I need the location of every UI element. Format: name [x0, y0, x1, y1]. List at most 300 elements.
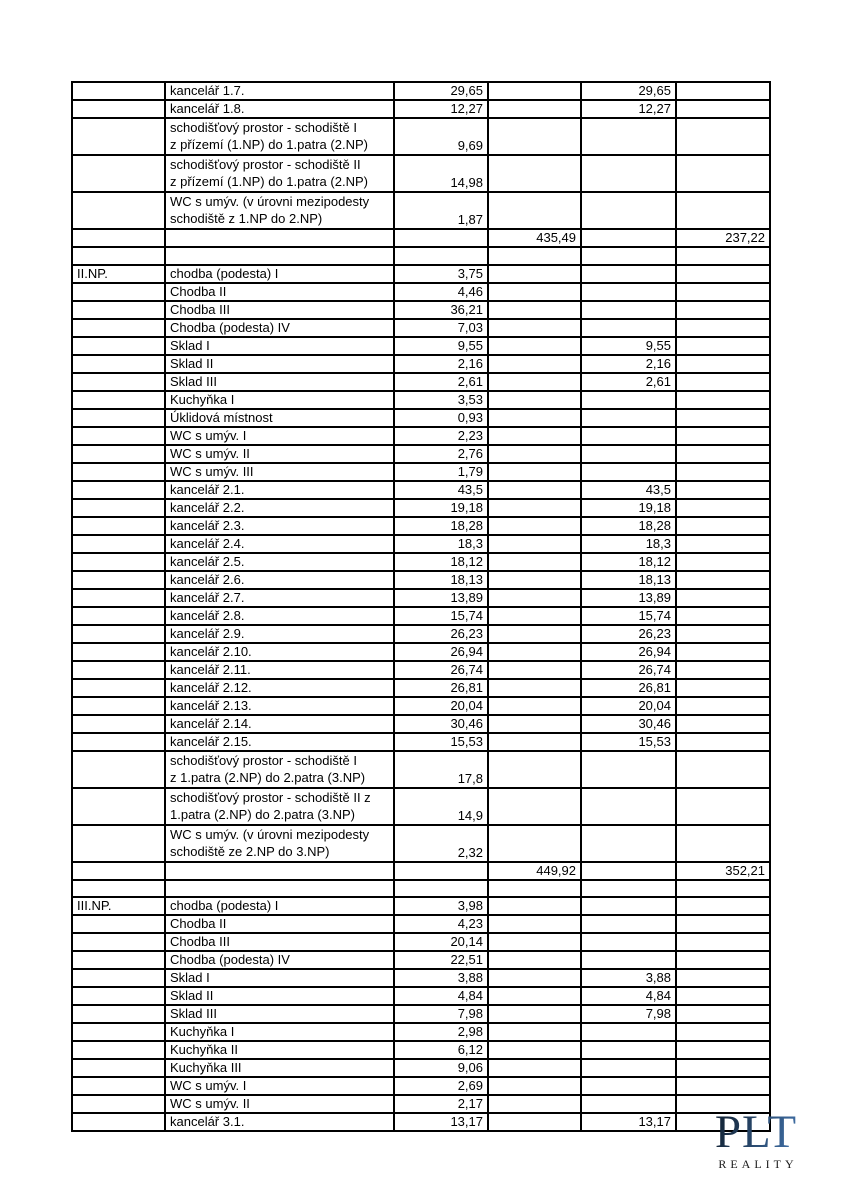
room-cell: Sklad II	[165, 987, 394, 1005]
floor-sum-part-cell	[676, 391, 770, 409]
floor-sum-part-cell	[676, 589, 770, 607]
area-part-cell: 13,17	[581, 1113, 676, 1131]
area-part-cell	[581, 155, 676, 192]
area-cell: 15,53	[394, 733, 488, 751]
area-part-cell	[581, 1077, 676, 1095]
floor-cell	[72, 625, 165, 643]
area-cell: 14,9	[394, 788, 488, 825]
floor-sum-part-cell	[676, 192, 770, 229]
floor-sum-cell	[488, 751, 581, 788]
room-cell	[165, 192, 394, 229]
area-part-cell: 29,65	[581, 82, 676, 100]
table-row	[72, 897, 770, 915]
area-cell: 30,46	[394, 715, 488, 733]
floor-cell	[72, 825, 165, 862]
room-cell	[165, 155, 394, 192]
room-line-1: schodišťový prostor - schodiště II z	[170, 789, 371, 805]
room-cell	[165, 880, 394, 898]
area-part-cell	[581, 951, 676, 969]
area-cell: 26,94	[394, 643, 488, 661]
floor-cell	[72, 118, 165, 155]
table-row	[72, 283, 770, 301]
room-cell: Chodba III	[165, 301, 394, 319]
area-part-cell	[581, 751, 676, 788]
floor-sum-part-cell	[676, 880, 770, 898]
floor-cell: III.NP.	[72, 897, 165, 915]
floor-sum-part-cell	[676, 499, 770, 517]
floor-cell	[72, 301, 165, 319]
room-cell: WC s umýv. I	[165, 427, 394, 445]
floor-cell	[72, 427, 165, 445]
area-cell: 19,18	[394, 499, 488, 517]
floor-cell	[72, 409, 165, 427]
floor-sum-cell	[488, 192, 581, 229]
floor-sum-cell	[488, 661, 581, 679]
table-row	[72, 715, 770, 733]
room-cell: Sklad III	[165, 373, 394, 391]
area-cell: 20,04	[394, 697, 488, 715]
table-row	[72, 697, 770, 715]
floor-sum-cell	[488, 589, 581, 607]
room-cell: kancelář 2.14.	[165, 715, 394, 733]
floor-cell	[72, 355, 165, 373]
floor-sum-cell	[488, 1023, 581, 1041]
room-cell: Sklad II	[165, 355, 394, 373]
area-part-cell	[581, 933, 676, 951]
area-cell: 3,53	[394, 391, 488, 409]
room-line-2: z přízemí (1.NP) do 1.patra (2.NP)	[170, 137, 368, 152]
floor-sum-part-cell	[676, 445, 770, 463]
floor-cell	[72, 481, 165, 499]
room-cell: chodba (podesta) I	[165, 265, 394, 283]
room-line-2: schodiště ze 2.NP do 3.NP)	[170, 843, 330, 859]
floor-sum-part-cell	[676, 625, 770, 643]
table-row	[72, 788, 770, 825]
floor-cell	[72, 319, 165, 337]
area-part-cell: 26,81	[581, 679, 676, 697]
room-line-2: schodiště z 1.NP do 2.NP)	[170, 211, 323, 226]
area-part-cell	[581, 445, 676, 463]
floor-cell	[72, 880, 165, 898]
table-row	[72, 1077, 770, 1095]
floor-sum-part-cell	[676, 1005, 770, 1023]
table-row	[72, 987, 770, 1005]
room-line-2: 1.patra (2.NP) do 2.patra (3.NP)	[170, 806, 355, 822]
area-cell	[394, 862, 488, 880]
floor-sum-part-cell	[676, 607, 770, 625]
floor-total-row	[72, 862, 770, 880]
area-part-cell	[581, 1023, 676, 1041]
floor-cell	[72, 535, 165, 553]
floor-sum-cell	[488, 355, 581, 373]
area-cell: 1,87	[394, 192, 488, 229]
floor-cell	[72, 1005, 165, 1023]
floor-cell	[72, 933, 165, 951]
floor-sum-cell	[488, 1113, 581, 1131]
area-part-cell: 15,53	[581, 733, 676, 751]
room-cell: Chodba III	[165, 933, 394, 951]
floor-cell	[72, 499, 165, 517]
area-part-cell: 26,94	[581, 643, 676, 661]
floor-sum-part-cell	[676, 463, 770, 481]
area-part-cell: 2,61	[581, 373, 676, 391]
area-cell: 18,3	[394, 535, 488, 553]
room-cell	[165, 862, 394, 880]
area-cell: 18,12	[394, 553, 488, 571]
table-row	[72, 355, 770, 373]
room-cell: kancelář 2.12.	[165, 679, 394, 697]
floor-sum-cell	[488, 100, 581, 118]
room-cell: Sklad I	[165, 337, 394, 355]
floor-sum-part-cell	[676, 118, 770, 155]
floor-cell	[72, 733, 165, 751]
area-cell: 2,32	[394, 825, 488, 862]
table-row	[72, 1041, 770, 1059]
room-cell: kancelář 2.2.	[165, 499, 394, 517]
area-cell: 13,89	[394, 589, 488, 607]
area-cell: 12,27	[394, 100, 488, 118]
floor-sum-cell	[488, 880, 581, 898]
floor-sum-part-cell	[676, 1059, 770, 1077]
floor-sum-part-cell	[676, 969, 770, 987]
room-line-2: z 1.patra (2.NP) do 2.patra (3.NP)	[170, 769, 366, 785]
area-cell: 9,06	[394, 1059, 488, 1077]
area-part-cell	[581, 1041, 676, 1059]
floor-sum-part-cell	[676, 427, 770, 445]
floor-sum-cell	[488, 118, 581, 155]
area-cell: 14,98	[394, 155, 488, 192]
table-row	[72, 265, 770, 283]
area-part-cell	[581, 1095, 676, 1113]
table-row	[72, 192, 770, 229]
floor-cell	[72, 987, 165, 1005]
area-part-cell	[581, 283, 676, 301]
floor-cell	[72, 1059, 165, 1077]
table-row	[72, 643, 770, 661]
area-cell: 22,51	[394, 951, 488, 969]
room-cell: Úklidová místnost	[165, 409, 394, 427]
floor-cell	[72, 607, 165, 625]
area-part-cell: 9,55	[581, 337, 676, 355]
table-row	[72, 751, 770, 788]
table-row	[72, 1023, 770, 1041]
floor-sum-part-cell	[676, 1041, 770, 1059]
floor-sum-cell	[488, 481, 581, 499]
table-row	[72, 535, 770, 553]
floor-cell	[72, 788, 165, 825]
room-cell	[165, 247, 394, 265]
area-cell: 3,75	[394, 265, 488, 283]
floor-sum-cell	[488, 553, 581, 571]
table-row	[72, 571, 770, 589]
table-row	[72, 301, 770, 319]
floor-sum-part-cell	[676, 409, 770, 427]
area-cell: 43,5	[394, 481, 488, 499]
logo-reality-text: REALITY	[718, 1157, 798, 1171]
floor-sum-cell	[488, 391, 581, 409]
area-cell: 13,17	[394, 1113, 488, 1131]
area-part-cell	[581, 825, 676, 862]
floor-sum-cell	[488, 788, 581, 825]
floor-sum-cell	[488, 445, 581, 463]
area-cell: 18,13	[394, 571, 488, 589]
floor-sum-cell	[488, 987, 581, 1005]
area-cell: 7,03	[394, 319, 488, 337]
area-part-cell	[581, 915, 676, 933]
table-row	[72, 100, 770, 118]
floor-sum-cell	[488, 571, 581, 589]
area-part-cell	[581, 788, 676, 825]
floor-sum-part-cell	[676, 373, 770, 391]
floor-sum-cell	[488, 517, 581, 535]
area-cell: 2,23	[394, 427, 488, 445]
area-table	[71, 81, 771, 1132]
floor-sum-cell	[488, 1059, 581, 1077]
room-cell: kancelář 3.1.	[165, 1113, 394, 1131]
area-part-cell	[581, 301, 676, 319]
area-cell	[394, 247, 488, 265]
room-cell: Kuchyňka I	[165, 391, 394, 409]
area-cell: 18,28	[394, 517, 488, 535]
area-part-cell: 18,28	[581, 517, 676, 535]
floor-sum-cell	[488, 499, 581, 517]
floor-sum-part-cell	[676, 155, 770, 192]
floor-sum-cell	[488, 679, 581, 697]
area-part-cell: 4,84	[581, 987, 676, 1005]
table-row	[72, 825, 770, 862]
table-row	[72, 427, 770, 445]
area-part-cell	[581, 897, 676, 915]
floor-sum-part-cell	[676, 788, 770, 825]
floor-cell	[72, 679, 165, 697]
floor-cell	[72, 553, 165, 571]
room-cell: Chodba (podesta) IV	[165, 319, 394, 337]
floor-cell	[72, 751, 165, 788]
area-cell: 26,23	[394, 625, 488, 643]
table-row	[72, 409, 770, 427]
area-cell: 2,76	[394, 445, 488, 463]
floor-sum-part-cell	[676, 535, 770, 553]
room-line-1: schodišťový prostor - schodiště I	[170, 120, 357, 135]
room-cell	[165, 229, 394, 247]
room-line-1: schodišťový prostor - schodiště I	[170, 752, 357, 768]
area-part-cell: 19,18	[581, 499, 676, 517]
area-cell: 1,79	[394, 463, 488, 481]
floor-sum-part-cell	[676, 247, 770, 265]
table-row	[72, 679, 770, 697]
floor-sum-part-cell: 237,22	[676, 229, 770, 247]
floor-sum-part-cell	[676, 301, 770, 319]
floor-sum-part-cell	[676, 553, 770, 571]
floor-sum-cell	[488, 155, 581, 192]
area-part-cell	[581, 391, 676, 409]
table-row	[72, 733, 770, 751]
area-part-cell	[581, 229, 676, 247]
floor-cell	[72, 445, 165, 463]
room-line-2: z přízemí (1.NP) do 1.patra (2.NP)	[170, 174, 368, 189]
area-cell: 4,23	[394, 915, 488, 933]
area-part-cell	[581, 247, 676, 265]
table-row	[72, 391, 770, 409]
floor-cell	[72, 373, 165, 391]
room-cell: kancelář 1.7.	[165, 82, 394, 100]
floor-sum-cell	[488, 1095, 581, 1113]
room-cell: Kuchyňka III	[165, 1059, 394, 1077]
room-cell: Sklad III	[165, 1005, 394, 1023]
room-cell	[165, 118, 394, 155]
area-part-cell: 26,74	[581, 661, 676, 679]
floor-total-row	[72, 229, 770, 247]
area-part-cell	[581, 427, 676, 445]
floor-sum-cell	[488, 897, 581, 915]
area-part-cell	[581, 409, 676, 427]
floor-sum-part-cell	[676, 319, 770, 337]
floor-cell	[72, 661, 165, 679]
table-row	[72, 625, 770, 643]
floor-cell	[72, 155, 165, 192]
room-cell	[165, 788, 394, 825]
room-cell: chodba (podesta) I	[165, 897, 394, 915]
area-part-cell: 20,04	[581, 697, 676, 715]
floor-cell	[72, 862, 165, 880]
area-cell	[394, 229, 488, 247]
floor-sum-cell	[488, 607, 581, 625]
room-cell: Chodba II	[165, 915, 394, 933]
floor-sum-cell	[488, 697, 581, 715]
floor-cell	[72, 1041, 165, 1059]
area-cell: 4,84	[394, 987, 488, 1005]
table-row	[72, 499, 770, 517]
area-part-cell	[581, 118, 676, 155]
floor-sum-cell	[488, 463, 581, 481]
room-cell: kancelář 2.15.	[165, 733, 394, 751]
floor-cell	[72, 283, 165, 301]
area-part-cell: 43,5	[581, 481, 676, 499]
area-cell: 9,69	[394, 118, 488, 155]
room-cell: kancelář 2.11.	[165, 661, 394, 679]
area-part-cell: 13,89	[581, 589, 676, 607]
floor-sum-part-cell	[676, 733, 770, 751]
area-cell: 17,8	[394, 751, 488, 788]
floor-sum-part-cell	[676, 337, 770, 355]
table-row	[72, 445, 770, 463]
room-cell: kancelář 2.8.	[165, 607, 394, 625]
floor-sum-cell	[488, 933, 581, 951]
floor-sum-part-cell	[676, 265, 770, 283]
room-cell: Chodba II	[165, 283, 394, 301]
area-cell: 9,55	[394, 337, 488, 355]
floor-sum-part-cell	[676, 82, 770, 100]
floor-sum-cell	[488, 1005, 581, 1023]
floor-cell	[72, 571, 165, 589]
area-cell: 3,88	[394, 969, 488, 987]
floor-sum-part-cell	[676, 283, 770, 301]
table-row	[72, 553, 770, 571]
room-cell	[165, 825, 394, 862]
table-row	[72, 915, 770, 933]
room-cell: Kuchyňka I	[165, 1023, 394, 1041]
room-cell: kancelář 2.13.	[165, 697, 394, 715]
area-part-cell	[581, 1059, 676, 1077]
area-cell: 3,98	[394, 897, 488, 915]
area-cell: 6,12	[394, 1041, 488, 1059]
floor-sum-cell	[488, 535, 581, 553]
table-row	[72, 337, 770, 355]
floor-sum-cell	[488, 951, 581, 969]
floor-sum-part-cell: 352,21	[676, 862, 770, 880]
room-cell: kancelář 2.3.	[165, 517, 394, 535]
logo-plt-text: PLT	[704, 1107, 808, 1157]
floor-sum-part-cell	[676, 951, 770, 969]
floor-sum-part-cell	[676, 915, 770, 933]
room-cell: kancelář 1.8.	[165, 100, 394, 118]
table-row	[72, 933, 770, 951]
floor-sum-cell	[488, 427, 581, 445]
floor-cell	[72, 192, 165, 229]
spacer-row	[72, 247, 770, 265]
floor-sum-cell	[488, 969, 581, 987]
area-cell: 26,81	[394, 679, 488, 697]
table-row	[72, 1005, 770, 1023]
room-cell: WC s umýv. II	[165, 445, 394, 463]
floor-sum-part-cell	[676, 897, 770, 915]
floor-sum-part-cell	[676, 1023, 770, 1041]
room-line-1: WC s umýv. (v úrovni mezipodesty	[170, 194, 370, 209]
table-row	[72, 1095, 770, 1113]
area-part-cell: 15,74	[581, 607, 676, 625]
floor-sum-cell	[488, 337, 581, 355]
table-row	[72, 155, 770, 192]
floor-sum-cell	[488, 1041, 581, 1059]
floor-cell	[72, 337, 165, 355]
floor-sum-cell	[488, 265, 581, 283]
table-row	[72, 463, 770, 481]
floor-cell	[72, 100, 165, 118]
floor-cell: II.NP.	[72, 265, 165, 283]
floor-cell	[72, 915, 165, 933]
area-part-cell: 2,16	[581, 355, 676, 373]
table-row	[72, 517, 770, 535]
area-cell: 20,14	[394, 933, 488, 951]
floor-sum-part-cell	[676, 661, 770, 679]
floor-sum-cell	[488, 715, 581, 733]
floor-sum-part-cell	[676, 643, 770, 661]
area-part-cell: 18,12	[581, 553, 676, 571]
area-cell: 36,21	[394, 301, 488, 319]
area-cell: 2,69	[394, 1077, 488, 1095]
floor-sum-cell	[488, 319, 581, 337]
floor-cell	[72, 517, 165, 535]
room-cell: kancelář 2.1.	[165, 481, 394, 499]
room-cell: WC s umýv. I	[165, 1077, 394, 1095]
table-row	[72, 481, 770, 499]
area-cell: 2,98	[394, 1023, 488, 1041]
floor-sum-part-cell	[676, 355, 770, 373]
floor-cell	[72, 1023, 165, 1041]
table-row	[72, 589, 770, 607]
area-part-cell: 30,46	[581, 715, 676, 733]
floor-sum-part-cell	[676, 517, 770, 535]
table-row	[72, 661, 770, 679]
table-row	[72, 319, 770, 337]
area-part-cell	[581, 192, 676, 229]
floor-sum-cell	[488, 643, 581, 661]
floor-sum-part-cell	[676, 697, 770, 715]
floor-sum-cell	[488, 915, 581, 933]
area-cell: 2,61	[394, 373, 488, 391]
floor-cell	[72, 697, 165, 715]
area-part-cell	[581, 319, 676, 337]
